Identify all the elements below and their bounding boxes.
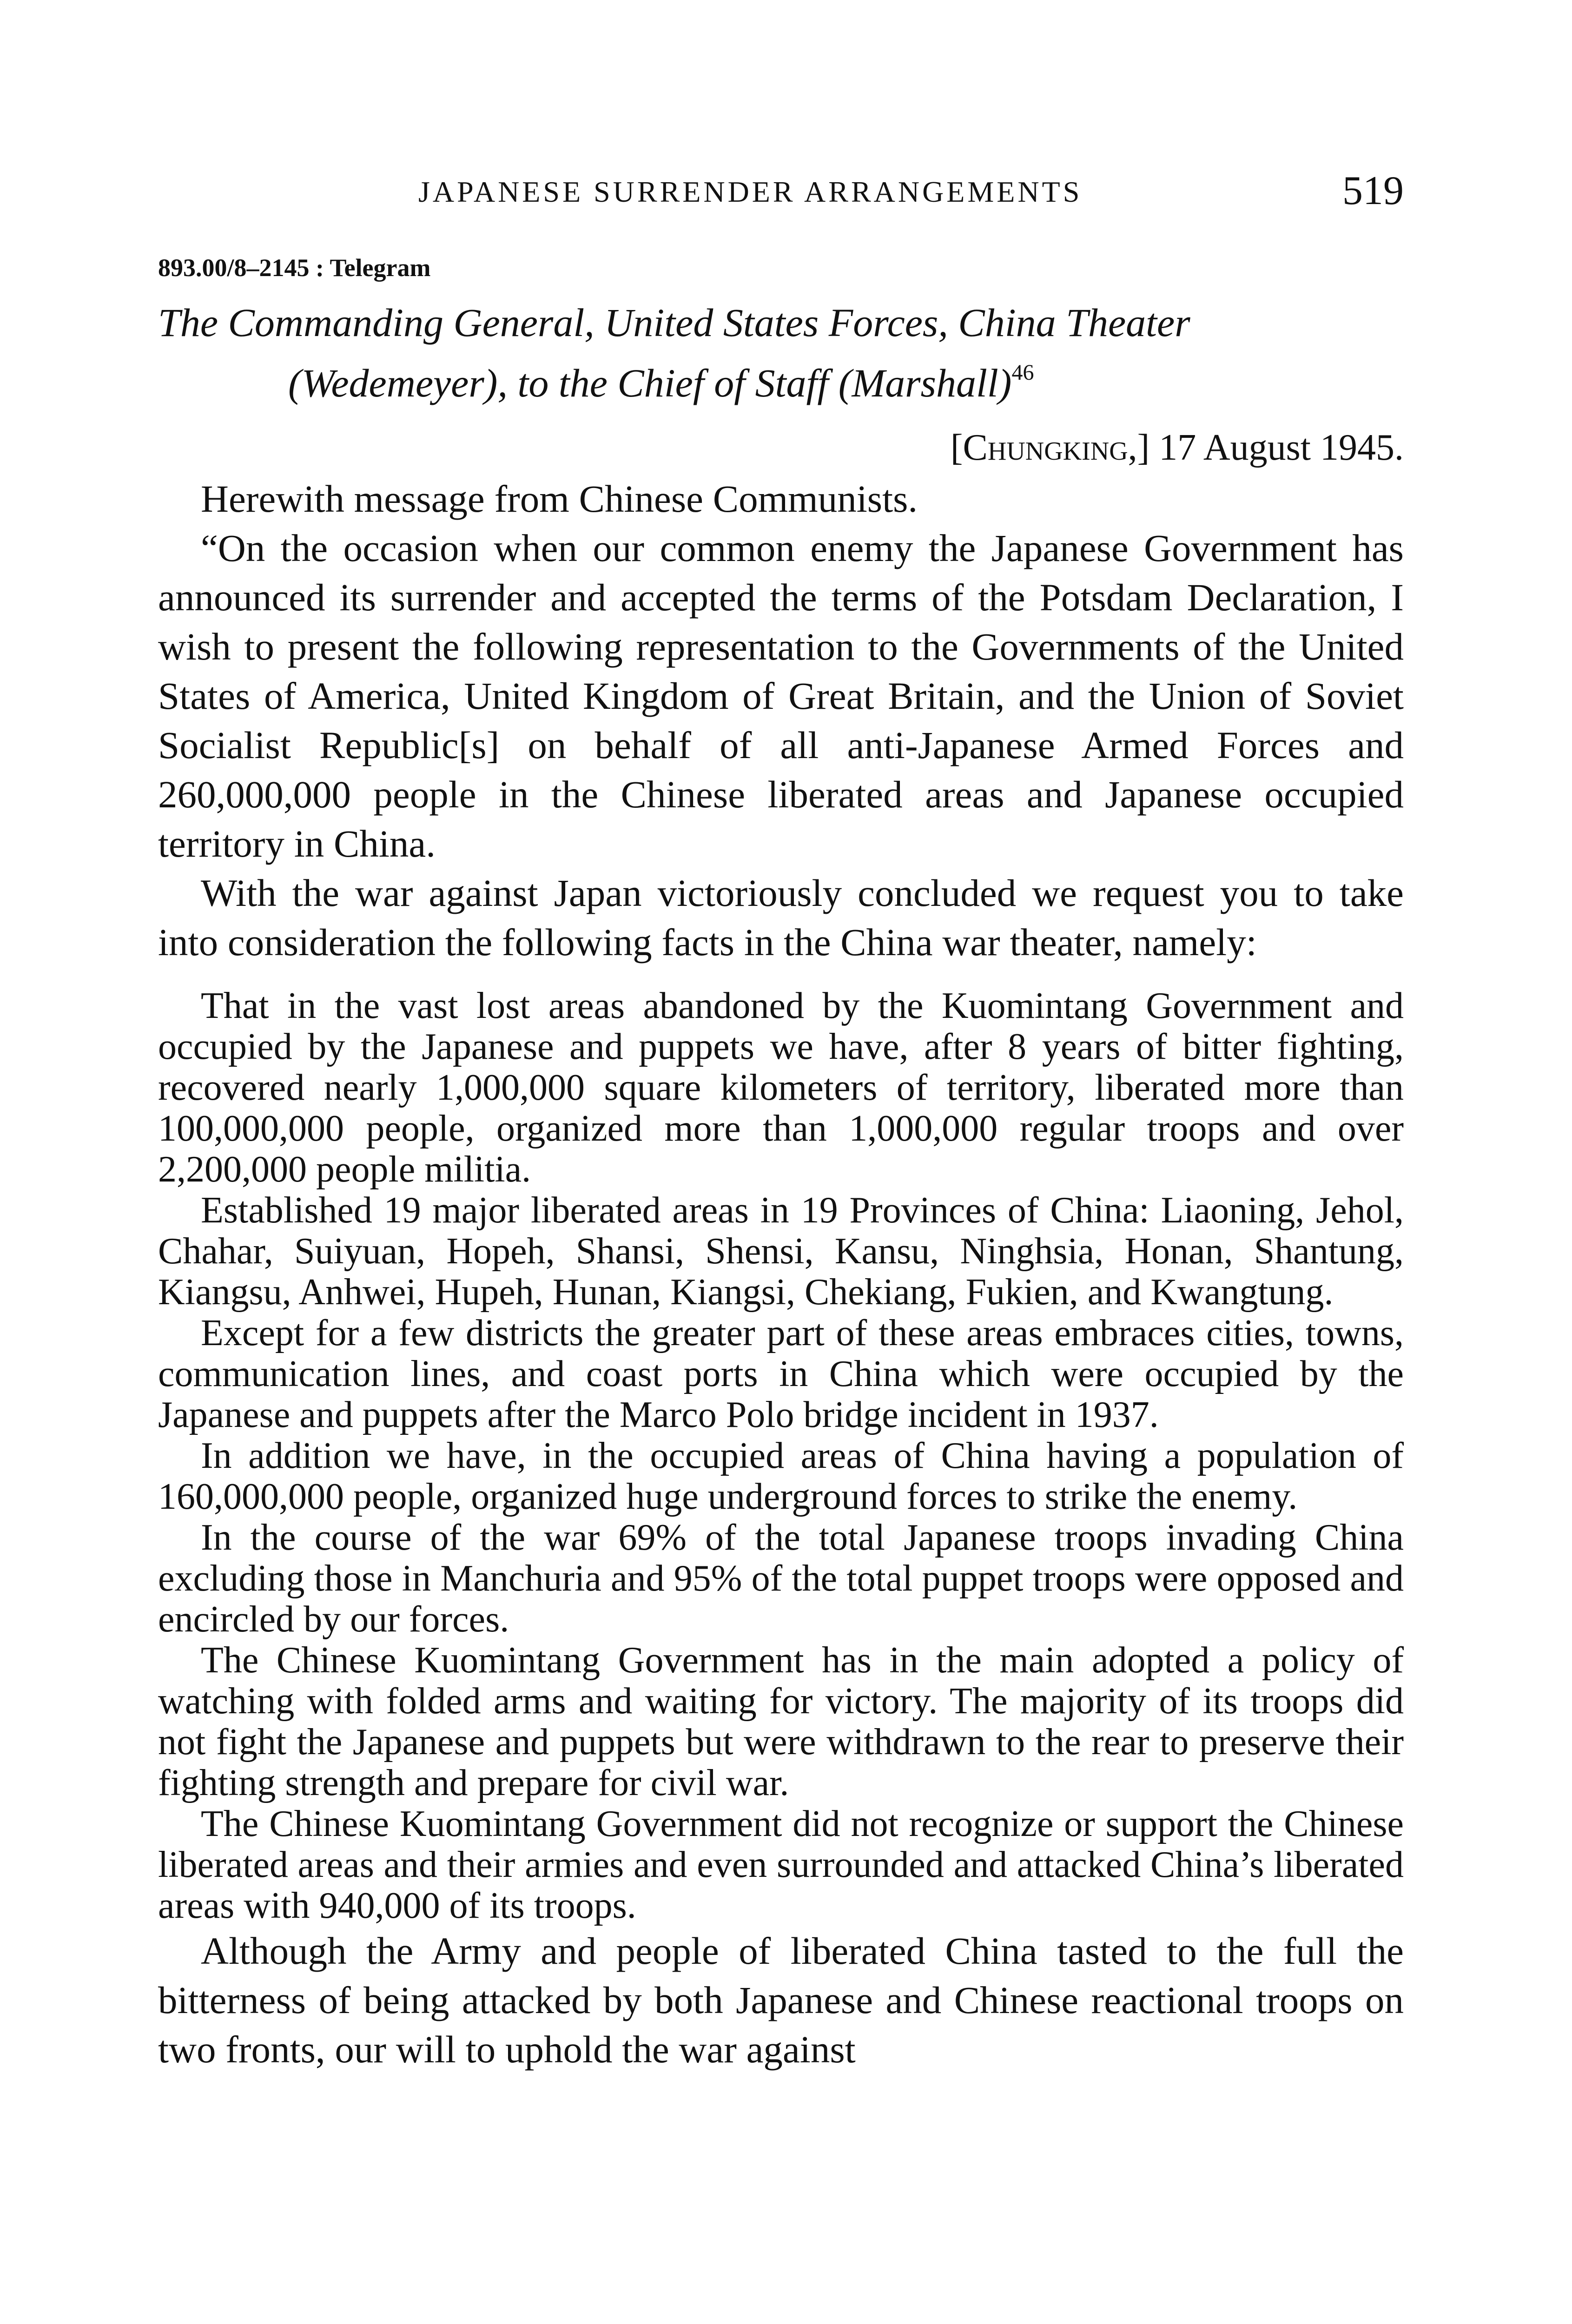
- date: 17 August 1945.: [1159, 427, 1404, 468]
- page-number: 519: [1342, 168, 1404, 213]
- facts-block: [158, 985, 1404, 1926]
- paragraph: The Chinese Kuomintang Government has in the main adopted a policy of watching with folded arms and waiting for victory. The majority of its troops did not fight the Japanese and puppets but were withdrawn to the rear to preserve their fighting strength and prepare for civil war.: [158, 1640, 1404, 1803]
- paragraph: In the course of the war 69% of the total Japanese troops invading China excluding those in Manchuria and 95% of the total puppet troops were opposed and encircled by our forces.: [158, 1517, 1404, 1640]
- place: [Chungking,]: [950, 427, 1150, 468]
- paragraph: Although the Army and people of liberated China tasted to the full the bitterness of being attacked by both Japanese and Chinese reactional troops on two fronts, our will to uphold the war against: [158, 1929, 1404, 2071]
- heading-line-2-text: (Wedemeyer), to the Chief of Staff (Marshall): [288, 361, 1012, 405]
- heading-line-1: The Commanding General, United States Forces, China Theater: [158, 300, 1190, 345]
- page-header: [158, 167, 1404, 214]
- paragraph: Herewith message from Chinese Communists.: [201, 477, 918, 520]
- paragraph: Established 19 major liberated areas in 19 Provinces of China: Liaoning, Jehol, Chahar, Suiyuan, Hopeh, Shansi, Shensi, Kansu, Ninghsia, Honan, Shantung, Kiangsu, Anhwei, Hupeh, Hunan, Kiangsi, Chekiang, Fukien, and Kwangtung.: [158, 1190, 1404, 1313]
- paragraph: In addition we have, in the occupied areas of China having a population of 160,000,000 people, organized huge underground forces to strike the enemy.: [158, 1435, 1404, 1517]
- place-date-line: [951, 427, 1404, 469]
- heading-line-2: [158, 348, 1404, 408]
- document-heading: [158, 297, 1404, 408]
- paragraph: That in the vast lost areas abandoned by the Kuomintang Government and occupied by the Japanese and puppets we have, after 8 years of bitter fighting, recovered nearly 1,000,000 square kilometers of territory, liberated more than 100,000,000 people, organized more than 1,000,000 regular troops and over 2,200,000 people militia.: [158, 985, 1404, 1190]
- running-title: JAPANESE SURRENDER ARRANGEMENTS: [418, 175, 1083, 208]
- paragraph: “On the occasion when our common enemy the Japanese Government has announced its surrender and accepted the terms of the Potsdam Declaration, I wish to present the following representation to the Governments of the United States of America, United Kingdom of Great Britain, and the Union of Soviet Socialist Republic[s] on behalf of all anti-Japanese Armed Forces and 260,000,000 people in the Chinese liberated areas and Japanese occupied territory in China.: [158, 527, 1404, 865]
- paragraph: Except for a few districts the greater part of these areas embraces cities, towns, communication lines, and coast ports in China which were occupied by the Japanese and puppets after the Marco Polo bridge incident in 1937.: [158, 1313, 1404, 1435]
- body-text: [158, 474, 1404, 2074]
- heading-footnote-ref: 46: [1011, 360, 1034, 385]
- paragraph: The Chinese Kuomintang Government did not recognize or support the Chinese liberated areas and their armies and even surrounded and attacked China’s liberated areas with 940,000 of its troops.: [158, 1803, 1404, 1926]
- document-file-id: 893.00/8–2145 : Telegram: [158, 254, 431, 282]
- paragraph: With the war against Japan victoriously concluded we request you to take into consideration the following facts in the China war theater, namely:: [158, 872, 1404, 964]
